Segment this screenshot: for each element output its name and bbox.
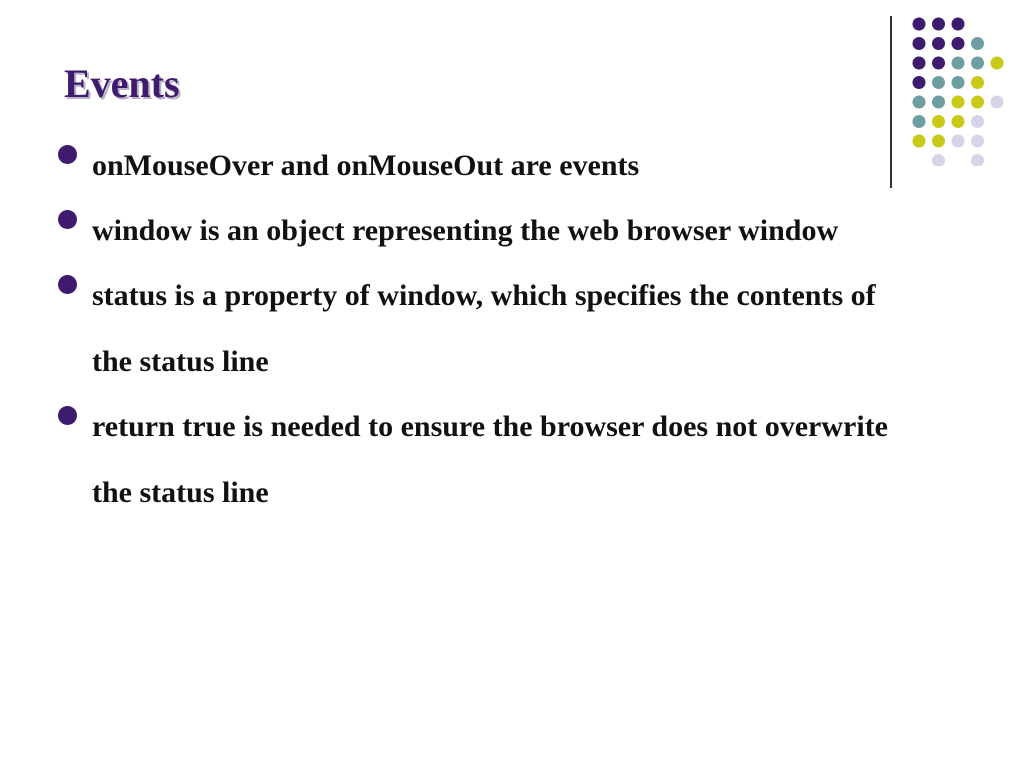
decorative-dot — [932, 135, 945, 148]
decorative-dot — [932, 76, 945, 89]
decorative-dot — [932, 57, 945, 70]
decorative-dot-grid — [911, 16, 1007, 166]
bullet-text: return true is needed to ensure the browser does not overwrite the status line — [92, 410, 888, 509]
decorative-dot — [932, 96, 945, 109]
bullet-item — [56, 198, 916, 264]
decorative-dot — [913, 18, 926, 31]
decorative-dot — [913, 76, 926, 89]
decorative-dot — [971, 135, 984, 148]
bullet-icon — [58, 275, 77, 294]
bullet-item — [56, 394, 916, 526]
bullet-icon — [58, 406, 77, 425]
bullet-text: status is a property of window, which specifies the contents of the status line — [92, 279, 876, 378]
decorative-dot — [971, 96, 984, 109]
bullet-text: window is an object representing the web browser window — [92, 214, 839, 247]
decorative-dot — [913, 96, 926, 109]
decorative-dot — [971, 115, 984, 128]
decorative-dot — [913, 57, 926, 70]
decorative-dot — [952, 96, 965, 109]
decorative-dot — [913, 37, 926, 50]
bullet-item — [56, 133, 916, 199]
decorative-dot — [971, 76, 984, 89]
bullet-icon — [58, 210, 77, 229]
decorative-dot — [952, 76, 965, 89]
slide-title: Events — [64, 61, 180, 106]
decorative-dot — [952, 115, 965, 128]
bullet-text: onMouseOver and onMouseOut are events — [92, 149, 640, 182]
decorative-dot — [932, 18, 945, 31]
decorative-dot — [932, 115, 945, 128]
decorative-dot — [971, 154, 984, 166]
decorative-dot — [952, 37, 965, 50]
decorative-dot — [932, 154, 945, 166]
decorative-dot — [952, 18, 965, 31]
bullet-list — [56, 144, 916, 536]
decorative-dot — [952, 135, 965, 148]
decorative-dot — [991, 57, 1004, 70]
bullet-icon — [58, 145, 77, 164]
decorative-dot — [952, 57, 965, 70]
decorative-dot — [971, 37, 984, 50]
decorative-dot — [913, 115, 926, 128]
bullet-item — [56, 263, 916, 395]
decorative-dot — [932, 37, 945, 50]
decorative-dot — [991, 96, 1004, 109]
decorative-dot — [971, 57, 984, 70]
